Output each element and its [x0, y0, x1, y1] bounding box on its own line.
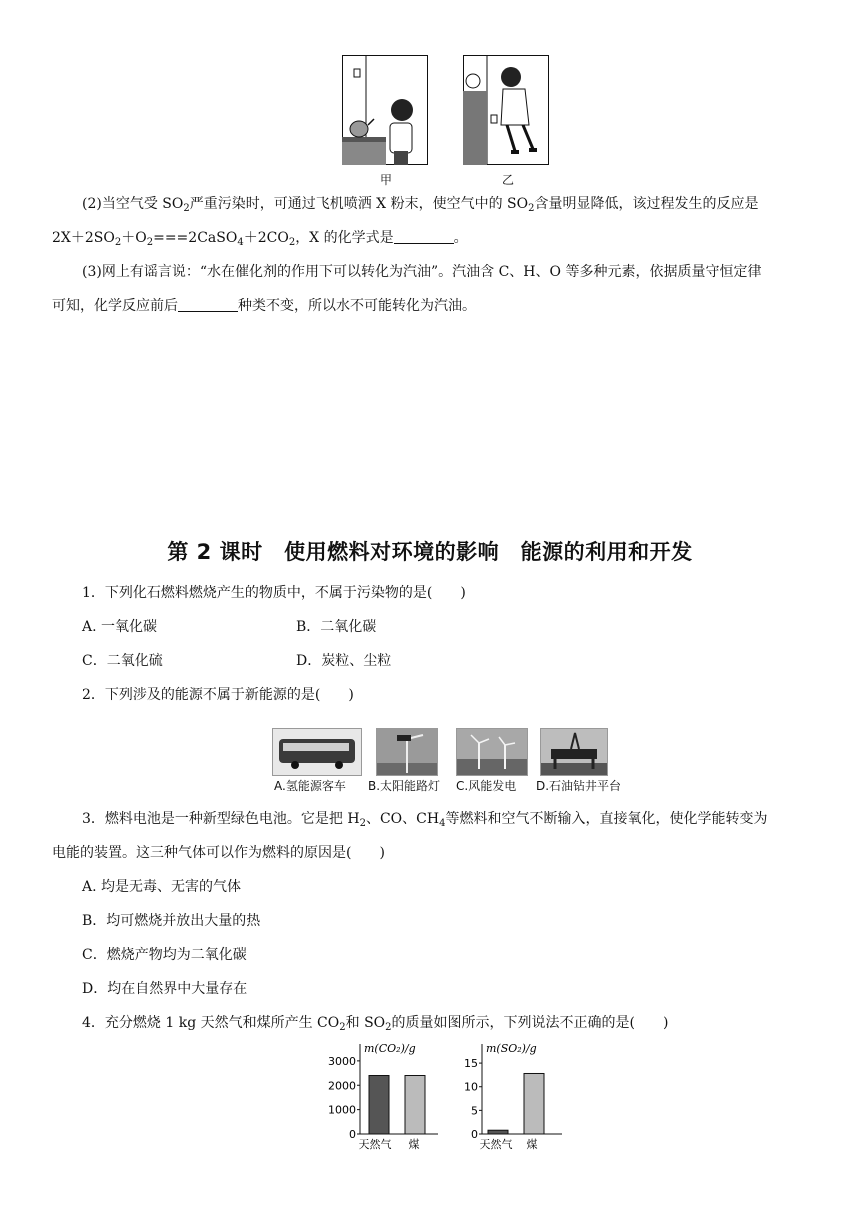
subscript: 4 [439, 818, 446, 829]
question-3-line2: 电能的装置。这三种气体可以作为燃料的原因是( ) [52, 845, 385, 861]
q2-text: 含量明显降低，该过程发生的反应是 [534, 196, 759, 212]
q3-line1: (3)网上有谣言说：“水在催化剂的作用下可以转化为汽油”。汽油含 C、H、O 等多种元素，依据质量守恒定律 [82, 264, 762, 280]
question-3-option-d[interactable]: D．均在自然界中大量存在 [82, 981, 248, 997]
q2-text: 。 [453, 230, 468, 246]
equation-text: ＋O [121, 230, 147, 246]
q4-stem-text: 和 SO [345, 1015, 386, 1031]
section-title: 第 2 课时 使用燃料对环境的影响 能源的利用和开发 [167, 540, 693, 564]
q4-stem-text: 的质量如图所示，下列说法不正确的是( ) [391, 1015, 669, 1031]
question-1-stem: 1．下列化石燃料燃烧产生的物质中，不属于污染物的是( ) [82, 585, 466, 601]
subscript: 2 [114, 237, 122, 248]
y-tick-label: 0 [349, 1128, 356, 1141]
question-3-option-b[interactable]: B．均可燃烧并放出大量的热 [82, 913, 261, 929]
subscript: 2 [359, 818, 366, 829]
question-2-option-c[interactable]: C.风能发电 [456, 779, 517, 793]
question-3-line1 [82, 809, 767, 829]
q3-stem-text: 等燃料和空气不断输入，直接氧化，使化学能转变为 [445, 811, 768, 827]
scene-jia-illustration [342, 55, 428, 165]
x-tick-label: 煤 [408, 1138, 420, 1151]
x-tick-label: 煤 [526, 1138, 538, 1151]
question-3-option-a[interactable]: A. 均是无毒、无害的气体 [82, 879, 242, 895]
question-2-option-d[interactable]: D.石油钻井平台 [536, 779, 622, 793]
q3-text: 种类不变，所以水不可能转化为汽油。 [238, 298, 476, 314]
question-1-option-c[interactable]: C．二氧化硫 [82, 653, 163, 669]
subscript: 2 [528, 203, 535, 214]
subscript: 2 [385, 1022, 392, 1033]
oil-platform-image [540, 728, 608, 776]
subscript: 4 [237, 237, 244, 248]
subscript: 2 [146, 237, 154, 248]
subscript: 2 [288, 237, 296, 248]
q2-line1 [82, 194, 759, 214]
q2-text: ，X 的化学式是 [295, 230, 394, 246]
question-2-stem: 2．下列涉及的能源不属于新能源的是( ) [82, 687, 354, 703]
solar-streetlight-image [376, 728, 438, 776]
wind-turbine-icon [457, 729, 527, 775]
equation-text: 2X＋2SO [52, 230, 115, 246]
question-4-stem [82, 1013, 668, 1033]
question-1-option-d[interactable]: D．炭粒、尘粒 [296, 653, 392, 669]
wind-power-image [456, 728, 528, 776]
y-axis-label: m(SO₂)/g [486, 1042, 537, 1055]
q3-line2 [52, 296, 476, 316]
y-tick-label: 3000 [328, 1054, 356, 1068]
question-2-option-a[interactable]: A.氢能源客车 [274, 779, 346, 793]
y-tick-label: 0 [471, 1128, 478, 1141]
hydrogen-bus-image [272, 728, 362, 776]
equation-text: ＋2CO [243, 230, 289, 246]
subscript: 2 [183, 203, 190, 214]
answer-blank[interactable] [394, 229, 454, 244]
q4-stem-text: 4．充分燃烧 1 kg 天然气和煤所产生 CO [82, 1015, 340, 1031]
q2-text: (2)当空气受 SO [82, 196, 184, 212]
oil-rig-icon [541, 729, 607, 775]
answer-blank[interactable] [178, 297, 238, 312]
bar-coal [524, 1073, 544, 1134]
bus-icon [273, 729, 361, 775]
y-tick-label: 1000 [328, 1103, 356, 1117]
x-tick-label: 天然气 [358, 1138, 392, 1151]
y-axis-label: m(CO₂)/g [364, 1042, 416, 1055]
question-3-option-c[interactable]: C．燃烧产物均为二氧化碳 [82, 947, 247, 963]
y-tick-label: 5 [471, 1104, 478, 1118]
q3-stem-text: 3．燃料电池是一种新型绿色电池。它是把 H [82, 811, 360, 827]
subscript: 2 [339, 1022, 346, 1033]
question-1-option-a[interactable]: A. 一氧化碳 [82, 619, 158, 635]
question-2-option-b[interactable]: B.太阳能路灯 [368, 779, 441, 793]
so2-bar-chart [460, 1040, 570, 1152]
x-tick-label: 天然气 [479, 1138, 513, 1151]
bar-coal [405, 1076, 425, 1135]
figure-label-jia: 甲 [380, 173, 393, 187]
q2-text: 严重污染时，可通过飞机喷洒 X 粉末，使空气中的 SO [189, 196, 529, 212]
equation-text: ===2CaSO [153, 230, 238, 246]
co2-bar-chart [320, 1040, 440, 1152]
bar-natural-gas [488, 1130, 508, 1134]
q3-text: 可知，化学反应前后 [52, 298, 178, 314]
q2-line2 [52, 228, 468, 248]
y-tick-label: 15 [464, 1057, 478, 1071]
bar-natural-gas [369, 1076, 389, 1135]
scene-yi-illustration [463, 55, 549, 165]
question-1-option-b[interactable]: B．二氧化碳 [296, 619, 377, 635]
y-tick-label: 2000 [328, 1079, 356, 1093]
figure-label-yi: 乙 [502, 173, 515, 187]
streetlight-icon [377, 729, 437, 775]
y-tick-label: 10 [464, 1080, 478, 1094]
q3-stem-text: 、CO、CH [365, 811, 440, 827]
